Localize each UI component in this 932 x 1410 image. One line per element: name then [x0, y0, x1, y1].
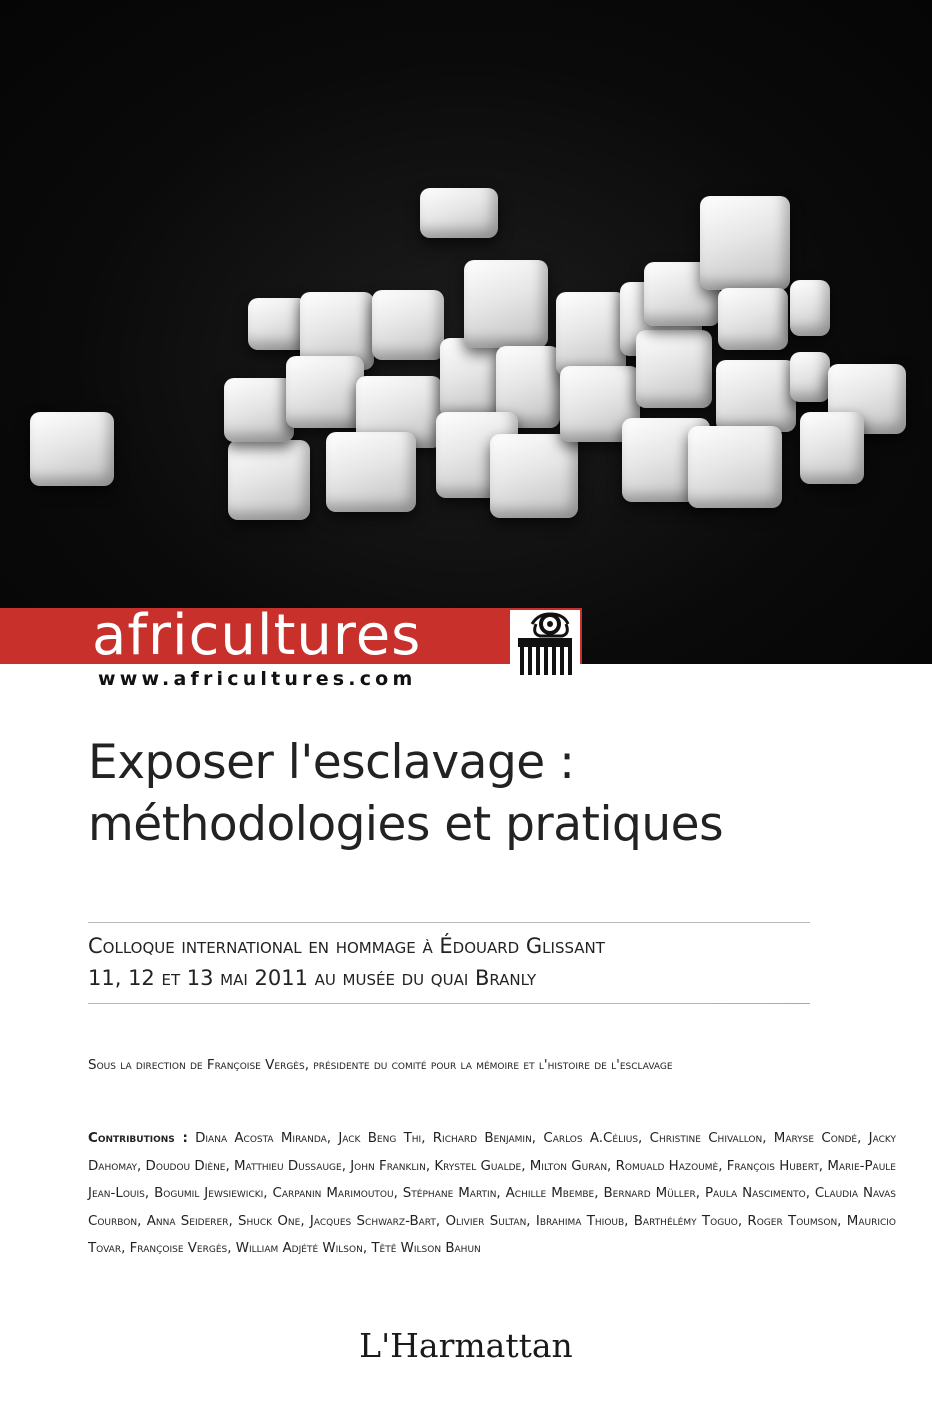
contributors-names: Diana Acosta Miranda, Jack Beng Thi, Richard Benjamin, Carlos A.Célius, Christine Chivallon, Maryse Condé, Jacky Dahomay, Doudou Diène, Matthieu Dussauge, John Franklin, Krystel Gualde, Milton Guran, Romuald Hazoumè, François Hubert, Marie-Paule Jean-Louis, Bogumil Jewsiewicki, Carpanin Marimoutou, Stéphane Martin, Achille Mbembe, Bernard Müller, Paula Nascimento, Claudia Navas Courbon, Anna Seiderer, Shuck One, Jacques Schwarz-Bart, Olivier Sultan, Ibrahima Thioub, Barthélémy Toguo, Roger Toumson, Mauricio Tovar, Françoise Vergès, William Adjété Wilson, Têtê Wilson Bahun	[88, 1131, 896, 1256]
publisher-logo: L'Harmattan	[359, 1326, 573, 1365]
brand-logo: africultures	[92, 603, 422, 668]
colloque-line-1: Colloque international en hommage à Édouard Glissant	[88, 934, 605, 958]
cover-photo-sugar-cubes	[0, 0, 932, 664]
brand-url: www.africultures.com	[98, 668, 417, 690]
colloque-line-2: 11, 12 et 13 mai 2011 au musée du quai Branly	[88, 966, 537, 990]
comb-mask-icon	[510, 610, 580, 680]
book-title	[88, 732, 908, 856]
colloque-subtitle	[88, 930, 828, 994]
divider-top	[88, 922, 810, 923]
contributors-list	[88, 1125, 896, 1263]
title-line-1: Exposer l'esclavage :	[88, 735, 575, 790]
contributors-lead: Contributions :	[88, 1131, 188, 1146]
title-line-2: méthodologies et pratiques	[88, 797, 724, 852]
divider-bottom	[88, 1003, 810, 1004]
editor-credit: Sous la direction de Françoise Vergès, présidente du comité pour la mémoire et l'histoire de l'esclavage	[88, 1057, 673, 1073]
